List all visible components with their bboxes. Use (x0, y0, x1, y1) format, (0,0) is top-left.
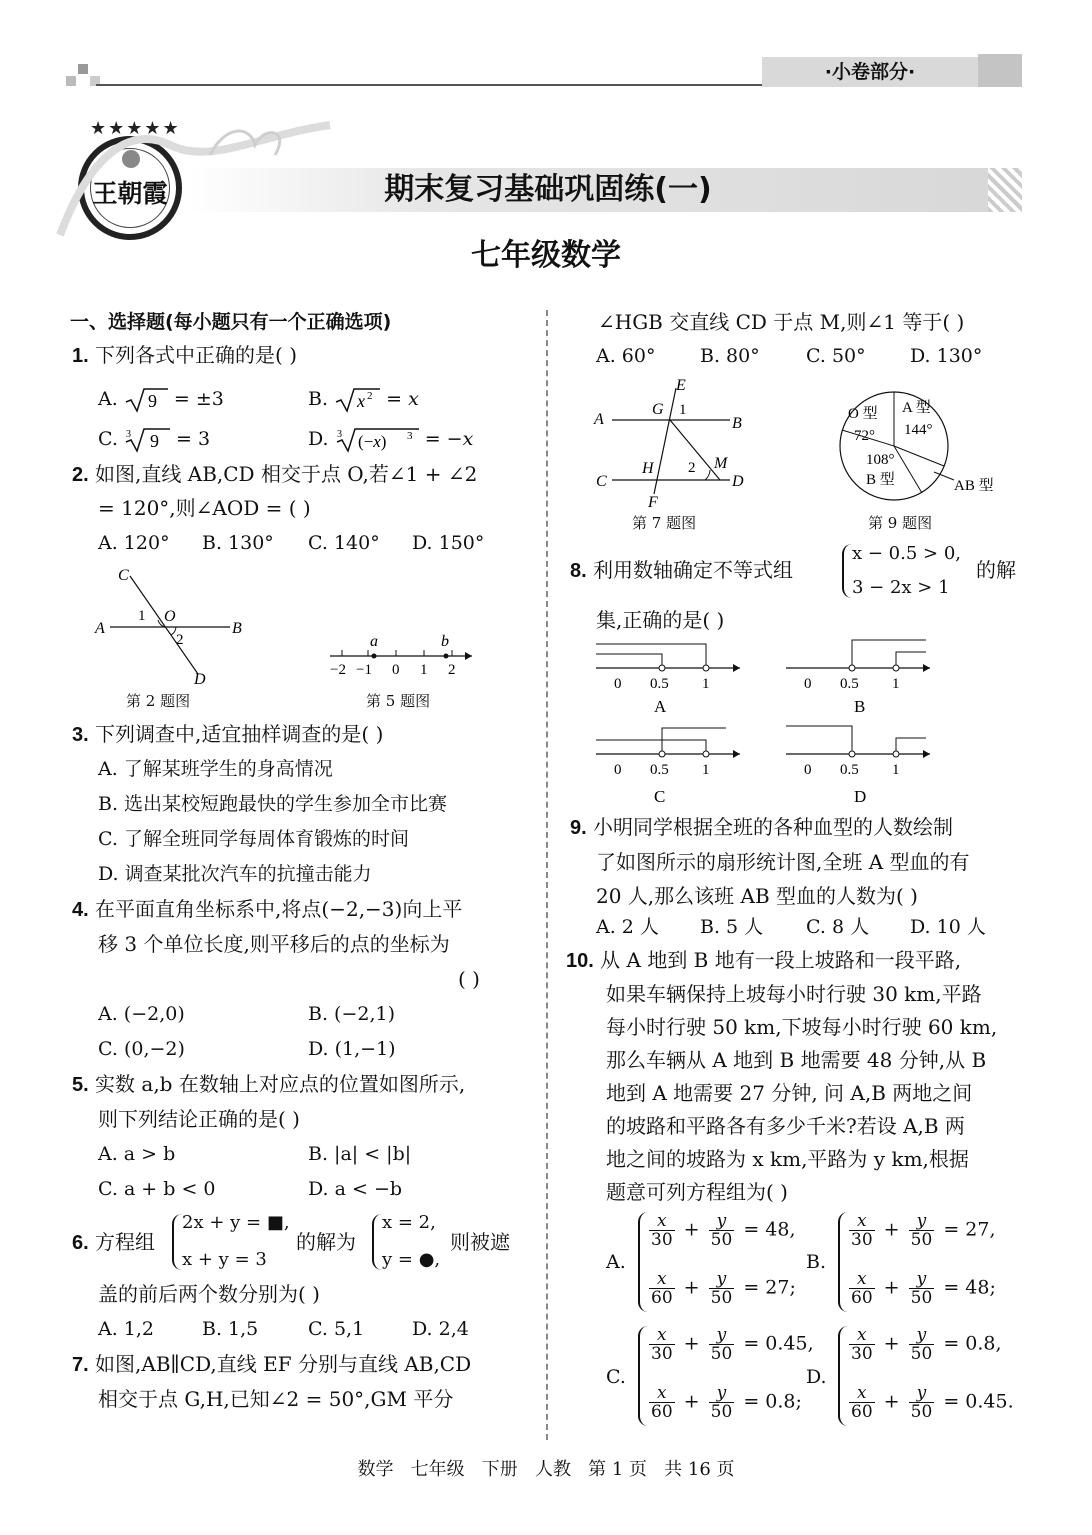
q2-label-O: O (164, 608, 176, 625)
q7-stem: 7. 如图,AB∥CD,直线 EF 分别与直线 AB,CD (72, 1352, 472, 1376)
q2-option-a[interactable]: A. 120° (98, 532, 170, 554)
q7-label-E: E (676, 377, 686, 394)
q9-stem: 9. 小明同学根据全班的各种血型的人数绘制 (570, 815, 954, 839)
q10-line3: 每小时行驶 50 km,下坡每小时行驶 60 km, (606, 1015, 998, 1039)
q3-stem: 3. 下列调查中,适宜抽样调查的是( ) (72, 722, 384, 746)
q2-label-C: C (118, 567, 129, 584)
q7-figure (590, 374, 760, 510)
q2-label-2: 2 (176, 632, 184, 648)
q5-figure (322, 630, 482, 680)
q8-post: 的解 (976, 558, 1016, 582)
q5-label-b: b (441, 633, 449, 650)
logo-text: 王朝霞 (92, 179, 168, 208)
q9-stem-line3: 20 人,那么该班 AB 型血的人数为( ) (596, 884, 918, 908)
q10-line2: 如果车辆保持上坡每小时行驶 30 km,平路 (606, 982, 982, 1006)
q4-option-b[interactable]: B. (−2,1) (308, 1003, 396, 1025)
q2-option-d[interactable]: D. 150° (412, 532, 485, 554)
q1-option-b[interactable]: B. x 2 = x (308, 386, 419, 414)
q10-stem: 10. 从 A 地到 B 地有一段上坡路和一段平路, (566, 948, 962, 972)
q5-option-d[interactable]: D. a < −b (308, 1178, 403, 1200)
svg-text:0.5: 0.5 (650, 676, 669, 692)
svg-text:(−x): (−x) (357, 432, 387, 451)
q3-option-a[interactable]: A. 了解某班学生的身高情况 (98, 758, 333, 780)
q10-option-c-eq2: $\frac{x}{60}$ + $\frac{y}{50}$ = 0.8; (651, 1383, 802, 1422)
svg-text:0.5: 0.5 (840, 762, 859, 778)
svg-text:9: 9 (147, 391, 157, 411)
q10-option-b-eq2: $\frac{x}{60}$ + $\frac{y}{50}$ = 48; (851, 1269, 996, 1308)
q7-label-H: H (642, 460, 654, 477)
svg-text:9: 9 (149, 431, 159, 451)
q2-label-A: A (95, 620, 105, 637)
q8-option-a-label: A (654, 697, 667, 716)
q4-stem: 4. 在平面直角坐标系中,将点(−2,−3)向上平 (72, 897, 463, 921)
q8-option-d-figure[interactable] (780, 722, 940, 808)
q6-sol2: y = ●, (382, 1249, 441, 1270)
q2-stem-line2: = 120°,则∠AOD = ( ) (98, 496, 311, 520)
q10-option-b-eq1: $\frac{x}{30}$ + $\frac{y}{50}$ = 27, (851, 1211, 996, 1250)
q6-option-b[interactable]: B. 1,5 (202, 1318, 259, 1340)
pie-label-a-type: A 型 (902, 400, 931, 416)
q7-figure-caption: 第 7 题图 (632, 514, 697, 532)
q6-mid: 的解为 (296, 1230, 356, 1254)
svg-text:1: 1 (702, 676, 710, 692)
q10-line5: 地到 A 地需要 27 分钟, 问 A,B 两地之间 (606, 1081, 973, 1105)
q7-label-M: M (714, 455, 728, 472)
svg-text:1: 1 (892, 762, 900, 778)
logo-stars: ★★★★★ (90, 118, 181, 139)
q5-tick-label: −1 (356, 662, 372, 678)
q9-option-c[interactable]: C. 8 人 (806, 916, 870, 938)
q3-option-c[interactable]: C. 了解全班同学每周体育锻炼的时间 (98, 828, 409, 850)
q5-tick-label: 1 (420, 662, 428, 678)
q9-option-d[interactable]: D. 10 人 (910, 916, 986, 938)
q4-option-d[interactable]: D. (1,−1) (308, 1038, 396, 1060)
q6-post: 则被遮 (450, 1230, 510, 1254)
q8-option-a-figure[interactable] (590, 636, 750, 718)
q6-option-a[interactable]: A. 1,2 (98, 1318, 155, 1340)
pie-label-b-type: B 型 (866, 472, 895, 488)
q7-label-A: A (594, 411, 604, 428)
q7-option-a[interactable]: A. 60° (596, 345, 656, 367)
q6-brace-right (372, 1214, 382, 1270)
q4-option-a[interactable]: A. (−2,0) (98, 1003, 185, 1025)
q7-option-b[interactable]: B. 80° (700, 345, 760, 367)
q2-option-c[interactable]: C. 140° (308, 532, 380, 554)
svg-text:2: 2 (367, 390, 373, 402)
q8-option-b-figure[interactable] (780, 636, 940, 718)
q2-figure-caption: 第 2 题图 (126, 692, 191, 710)
q2-figure (90, 562, 270, 690)
q7-label-2: 2 (688, 460, 696, 476)
cbrt-symbol (335, 426, 419, 454)
q8-eq1: x − 0.5 > 0, (852, 543, 962, 564)
sqrt-symbol (124, 386, 168, 414)
q6-stem-line2: 盖的前后两个数分别为( ) (98, 1282, 320, 1306)
q4-paren: ( ) (458, 967, 480, 991)
q9-figure-caption: 第 9 题图 (868, 514, 933, 532)
q1-option-a[interactable]: A. 9 = ±3 (98, 386, 224, 414)
q8-option-c-figure[interactable] (590, 722, 750, 808)
q9-option-b[interactable]: B. 5 人 (700, 916, 764, 938)
svg-text:3: 3 (125, 429, 131, 440)
q7-label-D: D (732, 473, 744, 490)
svg-text:0.5: 0.5 (650, 762, 669, 778)
q3-option-b[interactable]: B. 选出某校短跑最快的学生参加全市比赛 (98, 793, 448, 815)
q6-prefix: 6. 方程组 (72, 1230, 156, 1254)
q10-line7: 地之间的坡路为 x km,平路为 y km,根据 (606, 1147, 969, 1171)
q9-figure (834, 390, 1034, 510)
q5-tick-label: 0 (392, 662, 400, 678)
q1-stem: 1. 下列各式中正确的是( ) (72, 343, 298, 367)
q5-option-b[interactable]: B. |a| < |b| (308, 1143, 412, 1165)
q4-option-c[interactable]: C. (0,−2) (98, 1038, 185, 1060)
q3-option-d[interactable]: D. 调查某批次汽车的抗撞击能力 (98, 863, 372, 885)
q10-option-a-label[interactable]: A. (606, 1251, 626, 1273)
pie-label-o-deg: 72° (854, 428, 875, 444)
pie-label-o-type: O 型 (848, 406, 878, 422)
q6-eq2: x + y = 3 (182, 1249, 267, 1270)
q10-option-a-eq1: $\frac{x}{30}$ + $\frac{y}{50}$ = 48, (651, 1211, 796, 1250)
q8-stem-line2: 集,正确的是( ) (596, 608, 725, 632)
q10-line8: 题意可列方程组为( ) (606, 1180, 788, 1204)
q8-option-c-label: C (654, 787, 666, 806)
q2-stem: 2. 如图,直线 AB,CD 相交于点 O,若∠1 + ∠2 (72, 462, 478, 486)
q7-label-F: F (648, 494, 658, 510)
svg-text:0.5: 0.5 (840, 676, 859, 692)
q7-stem-line3: ∠HGB 交直线 CD 于点 M,则∠1 等于( ) (598, 310, 965, 334)
q8-option-b-label: B (854, 697, 866, 716)
pie-label-b-deg: 108° (866, 452, 895, 468)
q6-option-d[interactable]: D. 2,4 (412, 1318, 469, 1340)
q10-option-d-eq2: $\frac{x}{60}$ + $\frac{y}{50}$ = 0.45. (851, 1383, 1014, 1422)
q6-option-c[interactable]: C. 5,1 (308, 1318, 365, 1340)
q8-brace (842, 544, 852, 598)
q9-option-a[interactable]: A. 2 人 (596, 916, 659, 938)
q6-brace-left (172, 1214, 182, 1270)
q1-option-c[interactable]: C. 3 9 = 3 (98, 426, 210, 454)
title-band-pattern (988, 168, 1022, 212)
q7-label-B: B (732, 415, 742, 432)
q6-sol1: x = 2, (382, 1212, 436, 1233)
q5-tick-label: −2 (330, 662, 346, 678)
page-footer: 数学 七年级 下册 人教 第 1 页 共 16 页 (357, 1459, 735, 1480)
pie-label-a-deg: 144° (904, 422, 933, 438)
page-subtitle: 七年级数学 (471, 238, 621, 273)
q10-option-d-eq1: $\frac{x}{30}$ + $\frac{y}{50}$ = 0.8, (851, 1325, 1002, 1364)
q10-option-b-label[interactable]: B. (806, 1251, 827, 1273)
svg-text:0: 0 (804, 676, 812, 692)
q2-label-1: 1 (138, 608, 146, 624)
q7-option-c[interactable]: C. 50° (806, 345, 866, 367)
page-title: 期末复习基础巩固练(一) (384, 172, 712, 207)
cbrt-symbol (124, 426, 170, 454)
pie-label-ab-type: AB 型 (954, 478, 994, 494)
q2-option-b[interactable]: B. 130° (202, 532, 274, 554)
q5-tick-label: 2 (448, 662, 456, 678)
svg-text:3: 3 (406, 430, 413, 442)
svg-text:0: 0 (614, 676, 622, 692)
q2-label-D: D (194, 671, 206, 688)
svg-text:1: 1 (702, 762, 710, 778)
svg-text:3: 3 (336, 429, 342, 440)
q5-label-a: a (370, 633, 378, 650)
q1-option-d[interactable]: D. 3 (−x) 3 = −x (308, 426, 473, 454)
svg-text:0: 0 (614, 762, 622, 778)
q9-stem-line2: 了如图所示的扇形统计图,全班 A 型血的有 (596, 850, 970, 874)
q2-label-B: B (232, 620, 242, 637)
q10-option-c-label[interactable]: C. (606, 1366, 626, 1388)
q4-stem-line2: 移 3 个单位长度,则平移后的点的坐标为 (98, 932, 450, 956)
q7-option-d[interactable]: D. 130° (910, 345, 983, 367)
q8-prefix: 8. 利用数轴确定不等式组 (570, 558, 794, 582)
column-divider (546, 310, 548, 1440)
q5-figure-caption: 第 5 题图 (366, 692, 431, 710)
svg-text:1: 1 (892, 676, 900, 692)
q5-stem: 5. 实数 a,b 在数轴上对应点的位置如图所示, (72, 1072, 466, 1096)
q10-line6: 的坡路和平路各有多少千米?若设 A,B 两 (606, 1114, 965, 1138)
q10-option-d-label[interactable]: D. (806, 1366, 827, 1388)
q6-eq1: 2x + y = ■, (182, 1212, 290, 1233)
q10-option-a-eq2: $\frac{x}{60}$ + $\frac{y}{50}$ = 27; (651, 1269, 796, 1308)
q8-option-d-label: D (854, 787, 867, 806)
q5-option-c[interactable]: C. a + b < 0 (98, 1178, 216, 1200)
q7-label-1: 1 (679, 402, 687, 418)
q5-option-a[interactable]: A. a > b (98, 1143, 176, 1165)
section-tag: ·小卷部分· (762, 57, 978, 87)
svg-text:x: x (357, 391, 366, 411)
q10-option-c-eq1: $\frac{x}{30}$ + $\frac{y}{50}$ = 0.45, (651, 1325, 814, 1364)
q7-label-G: G (652, 401, 664, 418)
section-tag-block (978, 54, 1022, 87)
q7-stem-line2: 相交于点 G,H,已知∠2 = 50°,GM 平分 (98, 1387, 454, 1411)
sqrt-symbol (334, 386, 380, 414)
section-heading: 一、选择题(每小题只有一个正确选项) (70, 311, 392, 333)
q10-line4: 那么车辆从 A 地到 B 地需要 48 分钟,从 B (606, 1048, 987, 1072)
svg-text:0: 0 (804, 762, 812, 778)
q7-label-C: C (596, 473, 607, 490)
q5-stem-line2: 则下列结论正确的是( ) (98, 1107, 300, 1131)
q8-eq2: 3 − 2x > 1 (852, 577, 950, 598)
